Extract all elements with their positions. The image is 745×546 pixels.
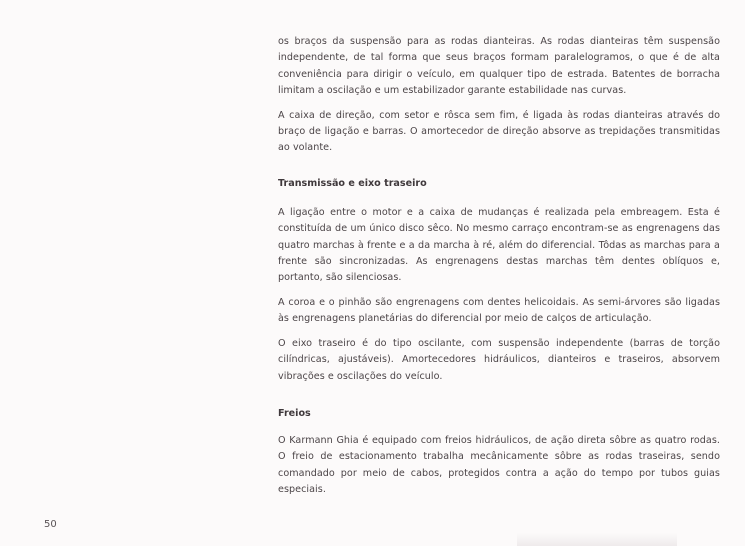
- paragraph-steering: A caixa de direção, com setor e rôsca sem fim, é ligada às rodas dianteiras através do braço de ligação e barras. O amortecedor de direção absorve as trepidações transmitidas ao volante.: [278, 109, 720, 154]
- text-column: [278, 34, 720, 499]
- paragraph-brakes: O Karmann Ghia é equipado com freios hidráulicos, de ação direta sôbre as quatro rodas. O freio de estacionamento trabalha mecânicamente sôbre as rodas traseiras, sendo comandado por meio de cabos, protegidos contra a ação do tempo por tubos guias especiais.: [278, 434, 720, 496]
- scan-shadow: [517, 533, 677, 546]
- heading-brakes: Freios: [278, 407, 311, 419]
- paragraph-rear-axle: O eixo traseiro é do tipo oscilante, com suspensão independente (barras de torção cilíndricas, ajustáveis). Amortecedores hidráulicos, dianteiros e traseiros, absorvem vibrações e oscilações do veículo.: [278, 337, 720, 382]
- page-number: 50: [44, 519, 57, 530]
- paragraph-clutch-gearbox: A ligação entre o motor e a caixa de mudanças é realizada pela embreagem. Esta é constituída de um único disco sêco. No mesmo carraço encontram-se as engrenagens das quatro marchas à frente e a da marcha à ré, além do diferencial. Tôdas as marchas para a frente são sincronizadas. As engrenagens destas marchas têm dentes oblíquos e, portanto, são silenciosas.: [278, 206, 720, 284]
- heading-transmission: Transmissão e eixo traseiro: [278, 177, 427, 189]
- paragraph-crown-pinion: A coroa e o pinhão são engrenagens com dentes helicoidais. As semi-árvores são ligadas às engrenagens planetárias do diferencial por meio de calços de articulação.: [278, 296, 720, 325]
- paragraph-front-suspension: os braços da suspensão para as rodas dianteiras. As rodas dianteiras têm suspensão independente, de tal forma que seus braços formam paralelogramos, o que é de alta conveniência para dirigir o veículo, em qualquer tipo de estrada. Batentes de borracha limitam a oscilação e um estabilizador garante estabilidade nas curvas.: [278, 36, 720, 97]
